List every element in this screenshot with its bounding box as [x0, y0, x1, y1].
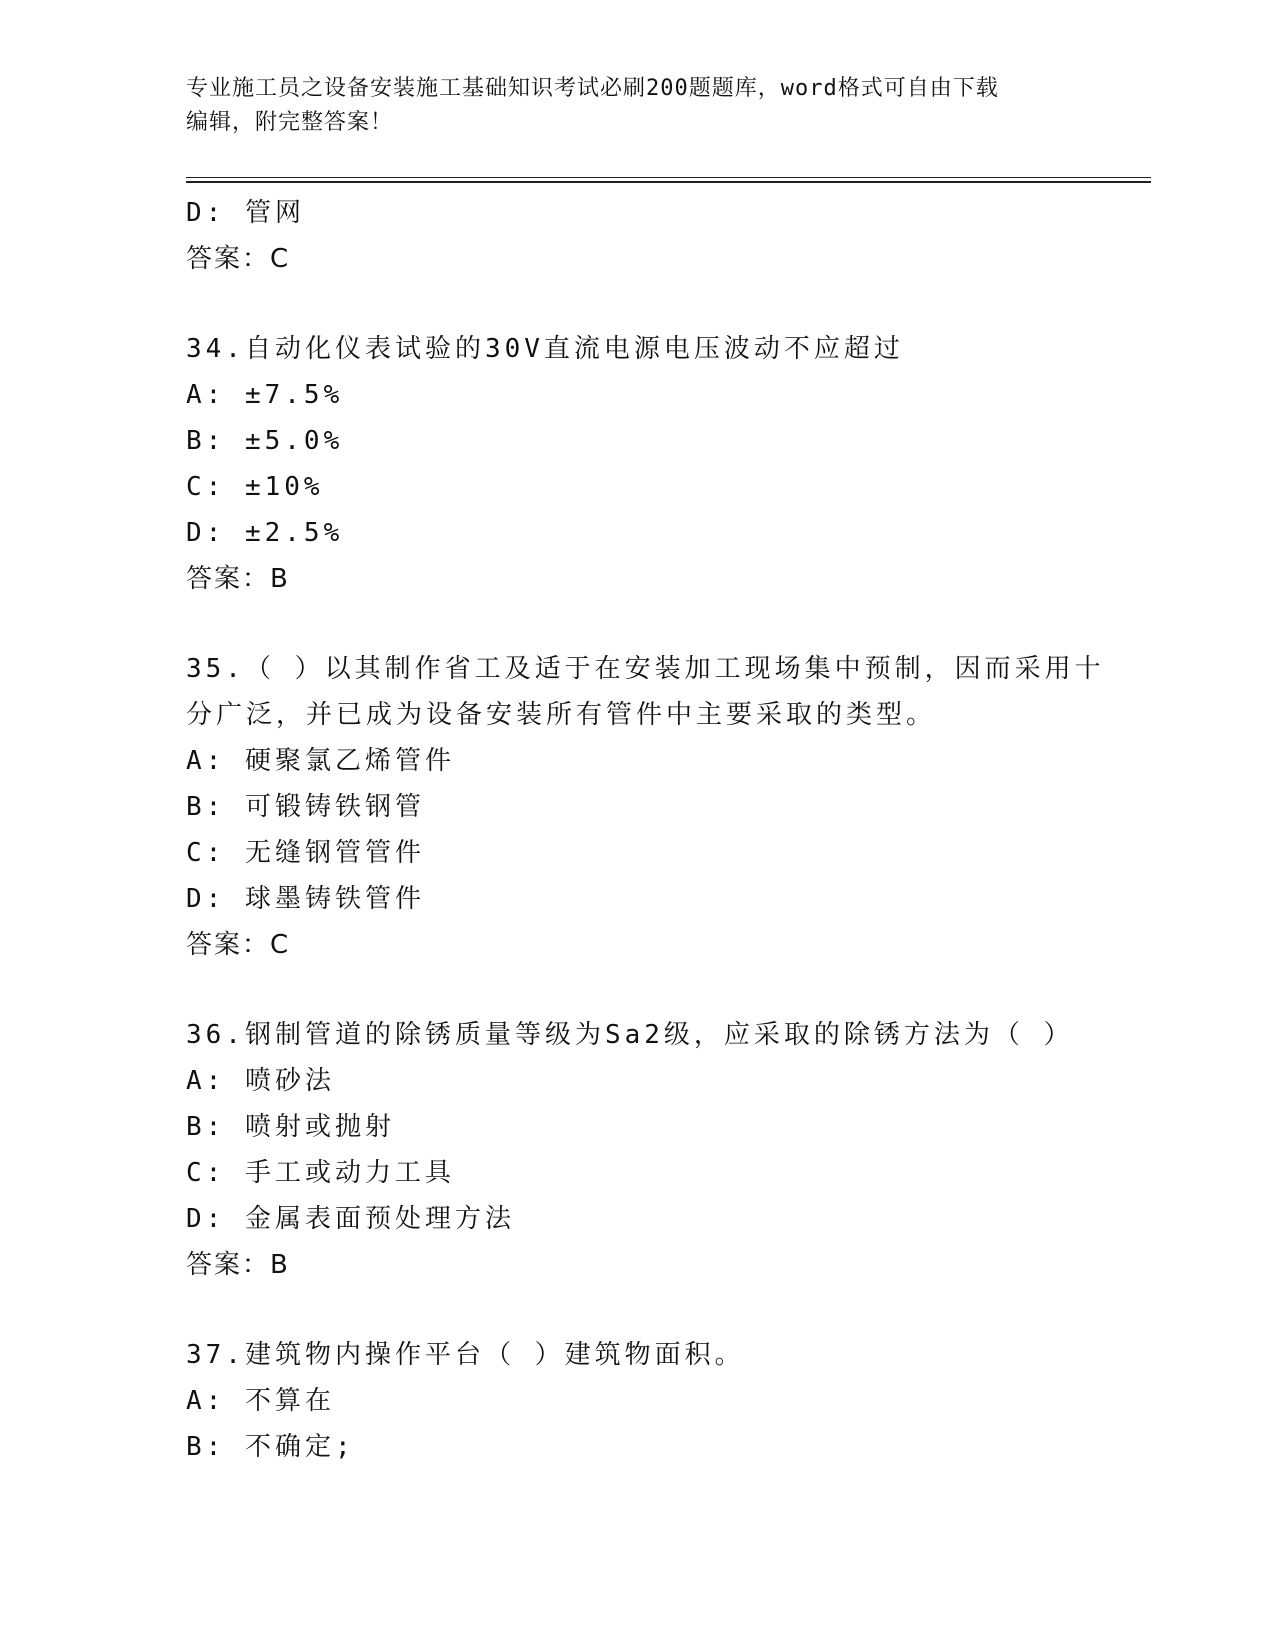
q37-stem: 37.建筑物内操作平台（ ）建筑物面积。 — [186, 1340, 745, 1370]
header-divider-thick — [186, 181, 1151, 183]
q36-option-a: A: 喷砂法 — [186, 1066, 335, 1096]
q35-stem-line-1: 35.（ ）以其制作省工及适于在安装加工现场集中预制，因而采用十 — [186, 654, 1105, 684]
document-header — [186, 72, 1066, 140]
q35-stem-line-2: 分广泛，并已成为设备安装所有管件中主要采取的类型。 — [186, 700, 937, 730]
prev-option-d: D: 管网 — [186, 198, 305, 228]
q36-option-d: D: 金属表面预处理方法 — [186, 1204, 515, 1234]
q35-answer: 答案：C — [186, 930, 291, 960]
header-divider-thin — [186, 177, 1151, 178]
header-title-line-2: 编辑，附完整答案！ — [186, 110, 394, 135]
q37-option-a: A: 不算在 — [186, 1386, 335, 1416]
q36-option-c: C: 手工或动力工具 — [186, 1158, 455, 1188]
q34-answer: 答案：B — [186, 564, 290, 594]
q36-option-b: B: 喷射或抛射 — [186, 1112, 395, 1142]
q35-option-b: B: 可锻铸铁钢管 — [186, 792, 425, 822]
q35-option-d: D: 球墨铸铁管件 — [186, 884, 425, 914]
prev-answer: 答案：C — [186, 244, 291, 274]
q35-option-c: C: 无缝钢管管件 — [186, 838, 425, 868]
q34-option-c: C: ±10% — [186, 472, 324, 502]
q37-option-b: B: 不确定; — [186, 1432, 355, 1462]
header-title-line-1: 专业施工员之设备安装施工基础知识考试必刷200题题库，word格式可自由下载 — [186, 76, 999, 101]
q36-answer: 答案：B — [186, 1250, 290, 1280]
q34-stem: 34.自动化仪表试验的30V直流电源电压波动不应超过 — [186, 334, 904, 364]
q35-option-a: A: 硬聚氯乙烯管件 — [186, 746, 455, 776]
q34-option-d: D: ±2.5% — [186, 518, 344, 548]
q34-option-b: B: ±5.0% — [186, 426, 344, 456]
question-list — [186, 190, 1105, 1470]
q36-stem: 36.钢制管道的除锈质量等级为Sa2级，应采取的除锈方法为（ ） — [186, 1020, 1074, 1050]
q34-option-a: A: ±7.5% — [186, 380, 344, 410]
